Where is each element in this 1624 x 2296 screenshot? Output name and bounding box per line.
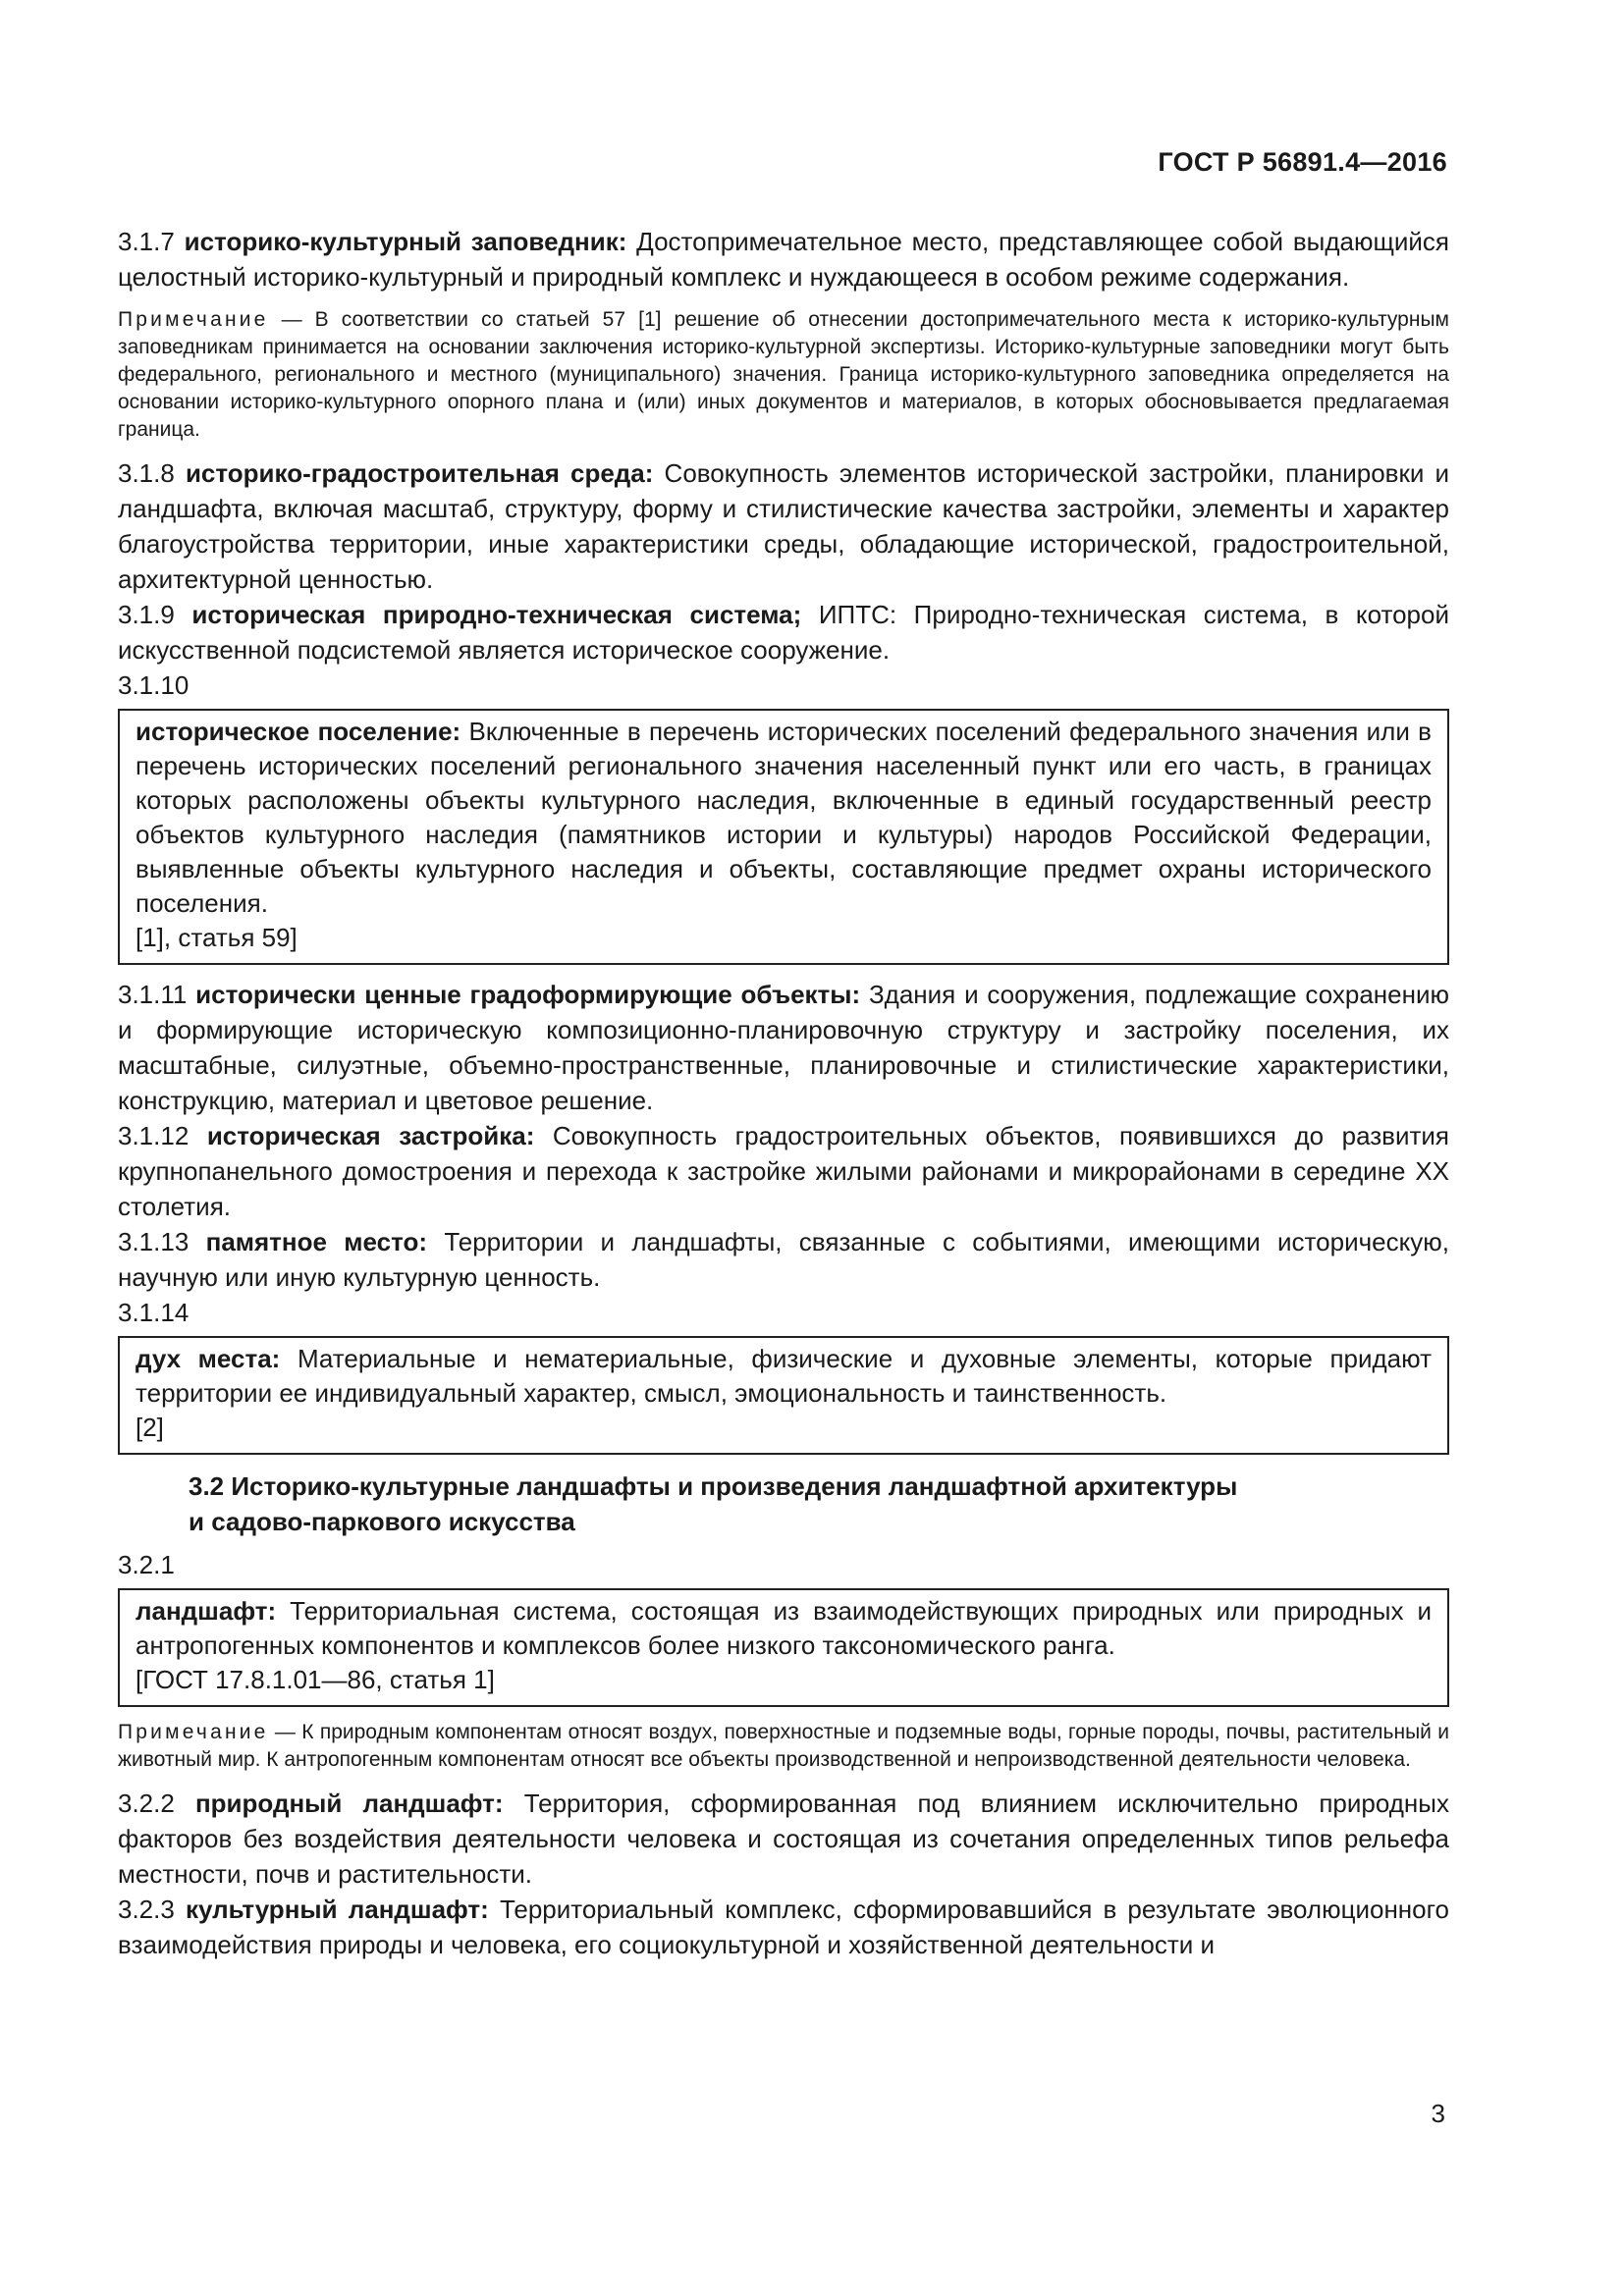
term-definition: Территория, сформированная под влиянием исключительно природных факторов без воздействия деятельности человека и состоящая из сочетания определенных типов рельефа местности, почв и растительности. <box>118 1789 1449 1889</box>
term-title: историческое поселение: <box>135 717 461 746</box>
term-number-3-1-14: 3.1.14 <box>118 1298 189 1327</box>
term-number: 3.1.7 <box>118 227 175 256</box>
term-box-3-1-10 <box>118 709 1449 965</box>
term-3-2-2 <box>118 1786 1449 1892</box>
term-title: историко-градостроительная среда: <box>185 458 654 488</box>
term-3-2-1 <box>135 1594 1432 1663</box>
note-text: — В соответствии со статьей 57 [1] решение об отнесении достопримечательного места к историко-культурным заповедникам принимается на основании заключения историко-культурной экспертизы. Историко-культурные заповедники могут быть федерального, регионального и местного (муниципального) значения. Граница историко-культурного заповедника определяется на основании историко-культурного опорного плана и (или) иных документов и материалов, в которых обосновывается предлагаемая граница. <box>118 308 1449 441</box>
term-number: 3.2.2 <box>118 1789 175 1818</box>
term-title: культурный ландшафт: <box>185 1895 489 1924</box>
term-definition: Совокупность градостроительных объектов, появившихся до развития крупнопанельного домостроения и перехода к застройке жилыми районами и микрорайонами в середине XX столетия. <box>118 1121 1450 1221</box>
term-title: историко-культурный заповедник: <box>184 227 627 256</box>
term-number: 3.1.11 <box>118 980 188 1009</box>
term-definition: Территориальная система, состоящая из взаимодействующих природных или природных и антропогенных компонентов и комплексов более низкого таксономического ранга. <box>135 1596 1432 1660</box>
term-3-1-13 <box>118 1224 1449 1295</box>
term-definition: Здания и сооружения, подлежащие сохранению и формирующие историческую композиционно-планировочную структуру и застройку поселения, их масштабные, силуэтные, объемно-пространственные, планировочные и стилистические характеристики, конструкцию, материал и цветовое решение. <box>118 980 1449 1115</box>
note-3-2-1 <box>118 1719 1449 1774</box>
term-number: 3.1.12 <box>118 1121 189 1150</box>
term-title: историческая природно-техническая система; <box>191 600 802 629</box>
term-3-1-11 <box>118 977 1449 1118</box>
term-source: [1], статья 59] <box>135 923 298 952</box>
term-title: памятное место: <box>205 1227 428 1256</box>
term-number: 3.2.3 <box>118 1895 175 1924</box>
term-box-3-1-14 <box>118 1336 1449 1455</box>
term-title: историческая застройка: <box>206 1121 535 1150</box>
term-number: 3.1.9 <box>118 600 175 629</box>
note-3-1-7 <box>118 306 1449 444</box>
note-text: — К природным компонентам относят воздух, поверхностные и подземные воды, горные породы, почвы, растительный и животный мир. К антропогенным компонентам относят все объекты производственной и непроизводственной деятельности человека. <box>118 1721 1449 1771</box>
term-number-3-2-1: 3.2.1 <box>118 1550 175 1579</box>
term-definition: Достопримечательное место, представляющее собой выдающийся целостный историко-культурный и природный комплекс и нуждающееся в особом режиме содержания. <box>118 227 1449 292</box>
term-3-1-10 <box>135 715 1432 921</box>
term-source: [2] <box>135 1413 164 1442</box>
term-definition: Территории и ландшафты, связанные с событиями, имеющими историческую, научную или иную культурную ценность. <box>118 1227 1449 1292</box>
term-definition: Территориальный комплекс, сформировавшийся в результате эволюционного взаимодействия природы и человека, его социокультурной и хозяйственной деятельности и <box>118 1895 1449 1959</box>
term-3-1-9 <box>118 597 1449 667</box>
page-content <box>118 224 1449 1962</box>
term-definition: Материальные и нематериальные, физические и духовные элементы, которые придают территории ее индивидуальный характер, смысл, эмоциональность и таинственность. <box>135 1344 1432 1408</box>
term-definition: Включенные в перечень исторических поселений федерального значения или в перечень исторических поселений регионального значения населенный пункт или его часть, в границах которых расположены объекты культурного наследия, включенные в единый государственный реестр объектов культурного наследия (памятников истории и культуры) народов Российской Федерации, выявленные объекты культурного наследия и объекты, составляющие предмет охраны исторического поселения. <box>135 717 1432 918</box>
term-number: 3.1.13 <box>118 1227 189 1256</box>
term-number: 3.1.8 <box>118 458 175 488</box>
term-title: природный ландшафт: <box>194 1789 504 1818</box>
term-title: дух места: <box>135 1344 281 1373</box>
term-3-1-8 <box>118 455 1449 597</box>
term-title: ландшафт: <box>135 1596 277 1626</box>
note-label: Примечание <box>118 1721 269 1743</box>
term-3-1-7 <box>118 224 1449 294</box>
term-3-1-12 <box>118 1118 1449 1224</box>
section-heading-line: 3.2 Историко-культурные ландшафты и произведения ландшафтной архитектуры <box>189 1471 1238 1501</box>
term-number-3-1-10: 3.1.10 <box>118 670 189 700</box>
term-box-3-2-1 <box>118 1588 1449 1707</box>
term-3-2-3 <box>118 1892 1449 1962</box>
note-label: Примечание <box>118 308 269 331</box>
term-source: [ГОСТ 17.8.1.01—86, статья 1] <box>135 1665 495 1694</box>
term-title: исторически ценные градоформирующие объекты: <box>195 980 861 1009</box>
term-3-1-14 <box>135 1342 1432 1411</box>
section-heading-3-2 <box>118 1468 1449 1539</box>
term-definition: ИПТС: Природно-техническая система, в которой искусственной подсистемой является историческое сооружение. <box>118 600 1449 665</box>
term-definition: Совокупность элементов исторической застройки, планировки и ландшафта, включая масштаб, структуру, форму и стилистические качества застройки, элементы и характер благоустройства территории, иные характеристики среды, обладающие исторической, градостроительной, архитектурной ценностью. <box>118 458 1450 594</box>
document-code: ГОСТ Р 56891.4—2016 <box>1158 147 1447 177</box>
section-heading-line: и садово-паркового искусства <box>189 1507 575 1536</box>
page-number: 3 <box>1431 2099 1445 2128</box>
